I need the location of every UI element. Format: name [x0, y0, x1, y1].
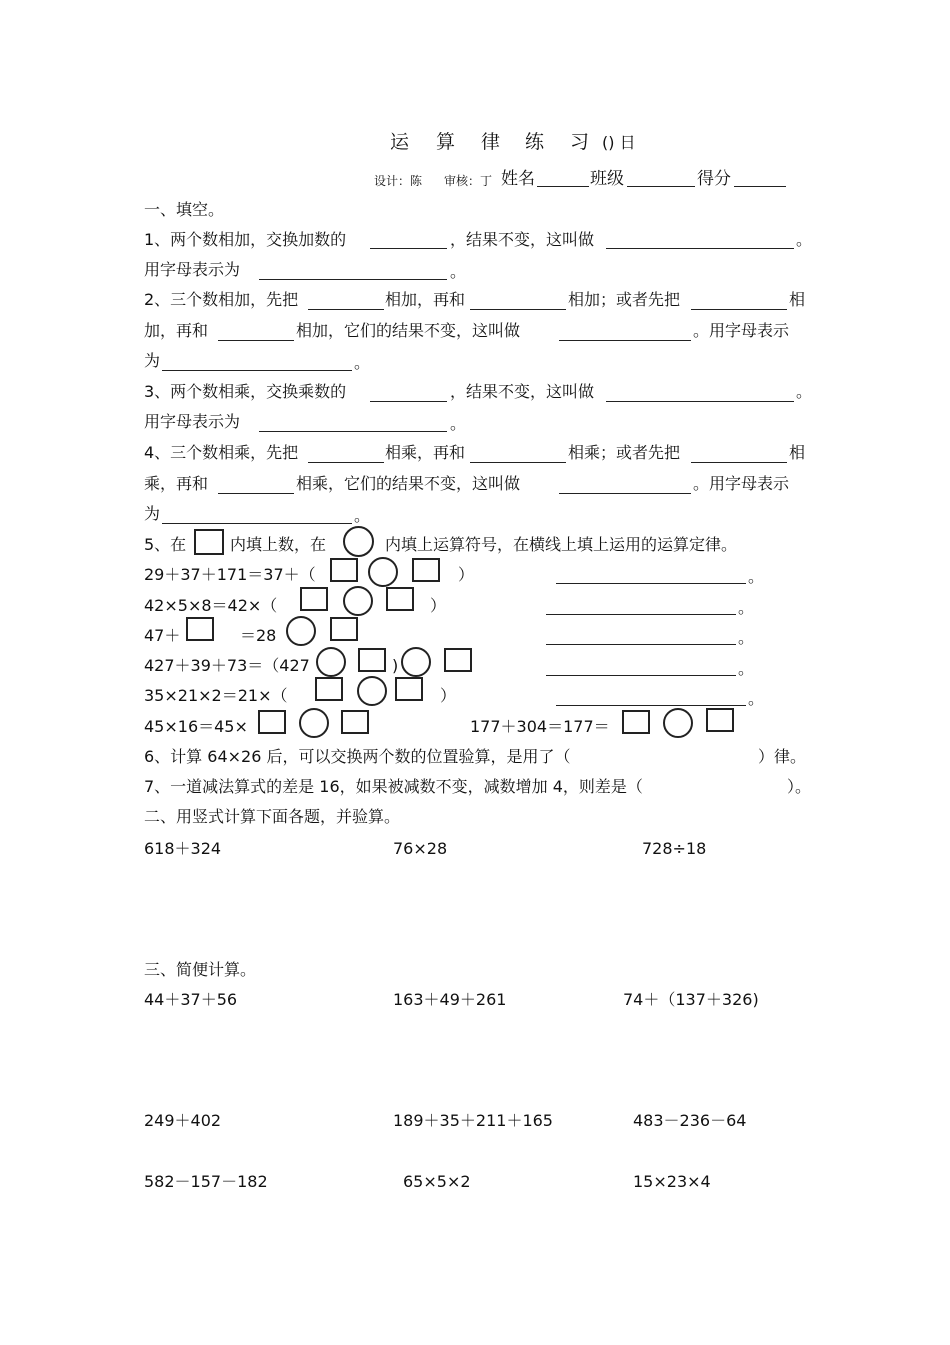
q5-row3-circle[interactable] [286, 616, 316, 646]
q2-text-g: 。用字母表示 [693, 321, 790, 340]
q5-row1-close: ） [458, 565, 475, 584]
q5-row5-box-1[interactable] [315, 677, 343, 701]
q5-row6-box-2[interactable] [341, 710, 369, 734]
q2-blank-4[interactable] [218, 340, 294, 341]
q5-row5-expr: 35×21×2＝21×（ [144, 686, 288, 705]
q1-text-e: 。 [450, 262, 467, 281]
q5-row2-expr: 42×5×8＝42×（ [144, 596, 278, 615]
q4-text-i: 。 [354, 506, 371, 525]
q5-row5-close: ） [440, 686, 457, 705]
q5-row2-close: ） [430, 596, 447, 615]
q5-row2-circle[interactable] [343, 586, 373, 616]
q3-text-a: 3、两个数相乘，交换乘数的 [144, 382, 347, 401]
q5-row5-circle[interactable] [357, 676, 387, 706]
q4-blank-1[interactable] [308, 462, 384, 463]
q5-row3-box-2[interactable] [330, 617, 358, 641]
q3-blank-1[interactable] [370, 401, 447, 402]
q5-row5-end: 。 [748, 689, 765, 708]
class-label: 班级 [590, 169, 624, 189]
name-label: 姓名 [501, 169, 535, 189]
q5-row6-circle-2[interactable] [663, 708, 693, 738]
q4-blank-5[interactable] [559, 493, 691, 494]
q1-text-d: 用字母表示为 [144, 260, 241, 279]
legend-box [194, 529, 224, 555]
q5-row4-circle-1[interactable] [316, 647, 346, 677]
q5-row3-box-1[interactable] [186, 617, 214, 641]
designer-label: 设计：陈 [374, 174, 423, 188]
q3-blank-3[interactable] [259, 431, 447, 432]
q2-text-e: 加，再和 [144, 321, 209, 340]
q2-text-f: 相加，它们的结果不变，这叫做 [296, 321, 521, 340]
q5-row6-box-4[interactable] [706, 708, 734, 732]
simplify-problem: 189＋35＋211＋165 [393, 1111, 553, 1130]
simplify-problem: 74＋（137＋326) [623, 990, 759, 1009]
vertical-problem-3: 728÷18 [642, 839, 707, 858]
q5-row1-box-1[interactable] [330, 558, 358, 582]
q5-text-a: 5、在 [144, 535, 187, 554]
q5-row6-box-1[interactable] [258, 710, 286, 734]
simplify-problem: 582－157－182 [144, 1172, 268, 1191]
name-field[interactable] [537, 186, 589, 187]
q4-text-b: 相乘，再和 [385, 443, 466, 462]
q1-blank-2[interactable] [606, 248, 794, 249]
q5-text-c: 内填上运算符号，在横线上填上运用的运算定律。 [385, 535, 738, 554]
q2-blank-6[interactable] [162, 370, 352, 371]
q1-text-a: 1、两个数相加，交换加数的 [144, 230, 347, 249]
q5-row4-circle-2[interactable] [401, 647, 431, 677]
q7-text-b: ）。 [787, 777, 812, 796]
q5-row6-left-expr: 45×16＝45× [144, 717, 248, 736]
vertical-problem-2: 76×28 [393, 839, 448, 858]
q4-text-g: 。用字母表示 [693, 474, 790, 493]
simplify-problem: 44＋37＋56 [144, 990, 238, 1009]
simplify-problem: 15×23×4 [633, 1172, 711, 1191]
title-char: 算 [436, 131, 456, 153]
q6-text-b: ）律。 [758, 747, 807, 766]
q5-row3-mid: ＝28 [240, 626, 277, 645]
q5-row6-box-3[interactable] [622, 710, 650, 734]
q2-blank-3[interactable] [691, 309, 787, 310]
title-char: 律 [481, 131, 501, 153]
section3-heading: 三、简便计算。 [144, 960, 257, 979]
q3-text-e: 。 [450, 414, 467, 433]
q4-blank-3[interactable] [691, 462, 787, 463]
q4-text-c: 相乘；或者先把 [568, 443, 681, 462]
q2-text-c: 相加；或者先把 [568, 290, 681, 309]
q6-text-a: 6、计算 64×26 后，可以交换两个数的位置验算，是用了（ [144, 747, 571, 766]
q5-text-b: 内填上数，在 [230, 535, 327, 554]
q5-row4-expr: 427＋39＋73＝（427 [144, 656, 310, 675]
q1-text-b: ，结果不变，这叫做 [450, 230, 595, 249]
q7-text-a: 7、一道减法算式的差是 16，如果被减数不变，减数增加 4，则差是（ [144, 777, 643, 796]
title-suffix: () 日 [602, 133, 636, 152]
q4-blank-2[interactable] [470, 462, 566, 463]
q5-row6-right-expr: 177＋304＝177＝ [470, 717, 610, 736]
q4-blank-6[interactable] [162, 523, 352, 524]
q5-row4-close: ) [392, 656, 399, 675]
q5-row4-end: 。 [738, 659, 755, 678]
section1-heading: 一、填空。 [144, 200, 225, 219]
q3-text-b: ，结果不变，这叫做 [450, 382, 595, 401]
q5-row5-law-blank[interactable] [556, 705, 746, 706]
simplify-problem: 249＋402 [144, 1111, 222, 1130]
q5-row4-box-1[interactable] [358, 648, 386, 672]
q2-text-i: 。 [354, 353, 371, 372]
q3-blank-2[interactable] [606, 401, 794, 402]
q5-row4-box-2[interactable] [444, 648, 472, 672]
q5-row4-law-blank[interactable] [546, 675, 736, 676]
simplify-problem: 483－236－64 [633, 1111, 747, 1130]
q5-row6-circle[interactable] [299, 708, 329, 738]
vertical-problem-1: 618＋324 [144, 839, 222, 858]
q5-row3-expr: 47＋ [144, 626, 181, 645]
score-label: 得分 [697, 169, 731, 189]
q5-row3-law-blank[interactable] [546, 644, 736, 645]
q5-row1-law-blank[interactable] [556, 583, 746, 584]
q4-text-d: 相 [789, 443, 806, 462]
title-char: 运 [390, 131, 410, 153]
section2-heading: 二、用竖式计算下面各题，并验算。 [144, 807, 401, 826]
reviewer-label: 审核：丁 [444, 174, 493, 188]
q3-text-d: 用字母表示为 [144, 412, 241, 431]
q5-row1-end: 。 [748, 567, 765, 586]
q5-row2-law-blank[interactable] [546, 614, 736, 615]
q5-row3-end: 。 [738, 628, 755, 647]
title-char: 习 [570, 131, 590, 153]
simplify-problem: 163＋49＋261 [393, 990, 507, 1009]
q2-text-h: 为 [144, 351, 161, 370]
q4-text-e: 乘，再和 [144, 474, 209, 493]
q2-text-b: 相加，再和 [385, 290, 466, 309]
q5-row1-circle[interactable] [368, 557, 398, 587]
q2-blank-2[interactable] [470, 309, 566, 310]
q1-text-c: 。 [796, 230, 813, 249]
q4-text-h: 为 [144, 504, 161, 523]
q5-row1-expr: 29＋37＋171＝37＋（ [144, 565, 316, 584]
simplify-problem: 65×5×2 [403, 1172, 471, 1191]
q2-blank-1[interactable] [308, 309, 384, 310]
q3-text-c: 。 [796, 382, 813, 401]
q4-text-f: 相乘，它们的结果不变，这叫做 [296, 474, 521, 493]
q5-row2-box-2[interactable] [386, 587, 414, 611]
q2-blank-5[interactable] [559, 340, 691, 341]
q4-text-a: 4、三个数相乘，先把 [144, 443, 299, 462]
q5-row5-box-2[interactable] [395, 677, 423, 701]
q1-blank-1[interactable] [370, 248, 447, 249]
q5-row2-end: 。 [738, 598, 755, 617]
q2-text-a: 2、三个数相加，先把 [144, 290, 299, 309]
q5-row2-box-1[interactable] [300, 587, 328, 611]
title-char: 练 [525, 131, 545, 153]
q5-row1-box-2[interactable] [412, 558, 440, 582]
q1-blank-3[interactable] [259, 279, 447, 280]
score-field[interactable] [734, 186, 786, 187]
legend-circle [343, 526, 374, 557]
q2-text-d: 相 [789, 290, 806, 309]
class-field[interactable] [627, 186, 695, 187]
q4-blank-4[interactable] [218, 493, 294, 494]
